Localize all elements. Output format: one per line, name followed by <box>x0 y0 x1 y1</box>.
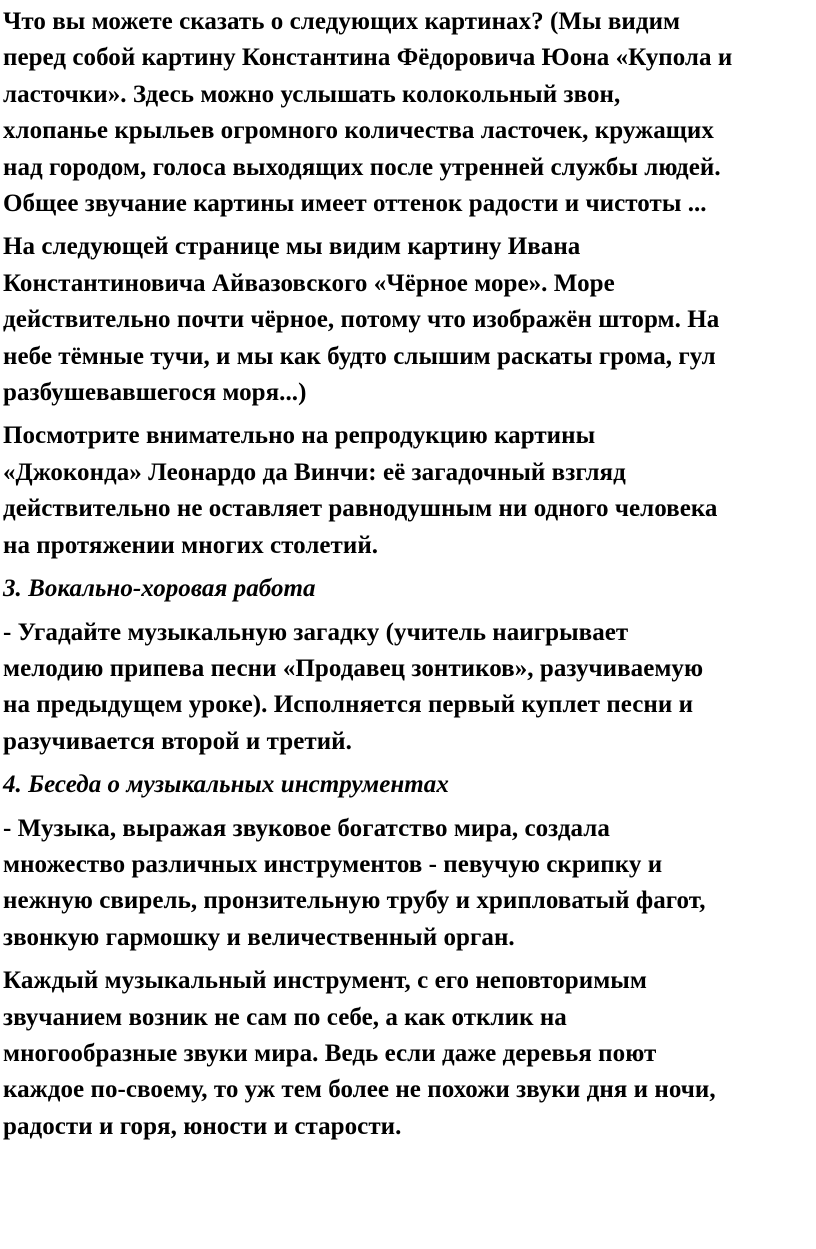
text-line: звонкую гармошку и величественный орган. <box>3 923 515 951</box>
text-line: действительно почти чёрное, потому что изображён шторм. На <box>3 306 720 334</box>
section-heading-vocal-choral <box>3 571 813 607</box>
heading-line: 3. Вокально-хоровая работа <box>3 575 316 603</box>
text-line: разучивается второй и третий. <box>3 727 352 755</box>
heading-line: 4. Беседа о музыкальных инструментах <box>3 771 449 799</box>
paragraph-music-instruments <box>3 811 813 957</box>
text-line: хлопанье крыльев огромного количества ласточек, кружащих <box>3 117 714 145</box>
text-line: над городом, голоса выходящих после утренней службы людей. <box>3 153 721 181</box>
text-line: - Музыка, выражая звуковое богатство мира, создала <box>3 814 610 842</box>
text-line: радости и горя, юности и старости. <box>3 1112 402 1140</box>
text-line: Общее звучание картины имеет оттенок радости и чистоты ... <box>3 190 707 218</box>
text-line: действительно не оставляет равнодушным ни одного человека <box>3 495 718 523</box>
paragraph-musical-riddle <box>3 615 813 761</box>
text-line: Что вы можете сказать о следующих картинах? (Мы видим <box>3 8 681 35</box>
paragraph-each-instrument <box>3 963 813 1145</box>
text-line: На следующей странице мы видим картину Ивана <box>3 233 581 261</box>
text-line: Каждый музыкальный инструмент, с его неповторимым <box>3 967 647 995</box>
text-line: каждое по-своему, то уж тем более не похожи звуки дня и ночи, <box>3 1076 716 1104</box>
text-line: звучанием возник не сам по себе, а как отклик на <box>3 1003 567 1031</box>
text-line: многообразные звуки мира. Ведь если даже деревья поют <box>3 1039 657 1067</box>
paragraph-yuon-painting <box>3 4 813 222</box>
section-heading-instruments <box>3 767 813 803</box>
document-page <box>3 4 813 1145</box>
paragraph-gioconda <box>3 418 813 564</box>
text-line: перед собой картину Константина Фёдоровича Юона «Купола и <box>3 44 733 72</box>
text-line: разбушевавшегося моря...) <box>3 379 307 407</box>
text-line: на предыдущем уроке). Исполняется первый куплет песни и <box>3 691 694 719</box>
text-line: Посмотрите внимательно на репродукцию картины <box>3 422 596 450</box>
text-line: Константиновича Айвазовского «Чёрное море». Море <box>3 269 615 297</box>
text-line: множество различных инструментов - певучую скрипку и <box>3 850 663 878</box>
text-line: - Угадайте музыкальную загадку (учитель наигрывает <box>3 618 629 646</box>
paragraph-aivazovsky-painting <box>3 229 813 411</box>
text-line: небе тёмные тучи, и мы как будто слышим раскаты грома, гул <box>3 342 716 370</box>
text-line: ласточки». Здесь можно услышать колокольный звон, <box>3 80 621 108</box>
text-line: нежную свирель, пронзительную трубу и хрипловатый фагот, <box>3 887 706 915</box>
text-line: на протяжении многих столетий. <box>3 531 379 559</box>
text-line: мелодию припева песни «Продавец зонтиков», разучиваемую <box>3 654 704 682</box>
text-line: «Джоконда» Леонардо да Винчи: её загадочный взгляд <box>3 458 626 486</box>
